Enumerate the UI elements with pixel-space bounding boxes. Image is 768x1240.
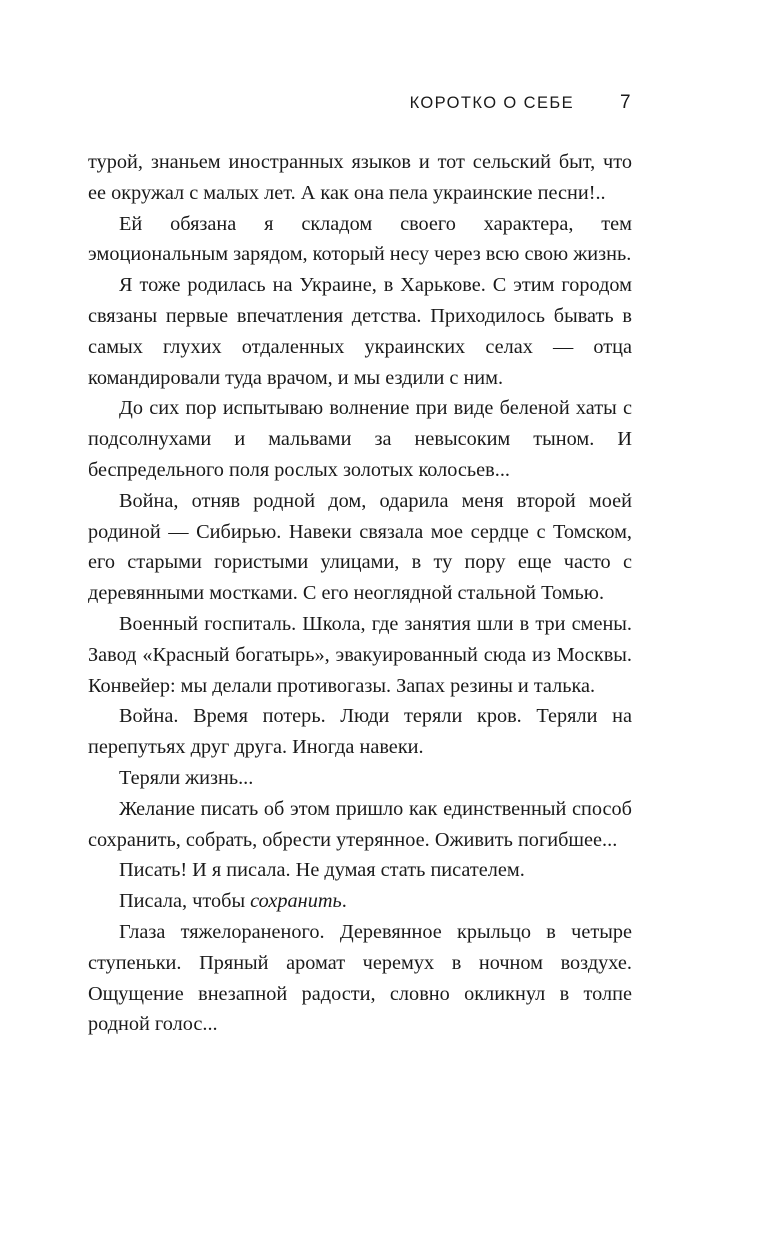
paragraph: До сих пор испытываю волнение при виде беленой хаты с подсолнухами и мальвами за невысоким тыном. И беспредельного поля рослых золотых колосьев... bbox=[88, 397, 632, 481]
paragraph: Писать! И я писала. Не думая стать писателем. bbox=[119, 859, 525, 882]
paragraph: Теряли жизнь... bbox=[119, 766, 254, 789]
emphasized-word: сохранить bbox=[250, 890, 342, 913]
page-header bbox=[0, 92, 768, 122]
paragraph-continuation: турой, знаньем иностранных языков и тот сельский быт, что ее окружал с малых лет. А как она пела украинские песни!.. bbox=[88, 151, 632, 204]
paragraph-tail: . bbox=[341, 890, 347, 913]
paragraph: Война. Время потерь. Люди теряли кров. Теряли на перепутьях друг друга. Иногда навеки. bbox=[88, 705, 632, 759]
page-number: 7 bbox=[620, 92, 631, 113]
paragraph-with-emphasis bbox=[88, 886, 632, 917]
paragraph: Военный госпиталь. Школа, где занятия шли в три смены. Завод «Красный богатырь», эвакуированный сюда из Москвы. Конвейер: мы делали противогазы. Запах резины и талька. bbox=[88, 612, 632, 697]
paragraph-lead: Писала, чтобы bbox=[119, 890, 251, 913]
body-text bbox=[88, 147, 632, 1040]
paragraph: Желание писать об этом пришло как единственный способ сохранить, собрать, обрести утерянное. Оживить погибшее... bbox=[88, 797, 632, 851]
paragraph: Глаза тяжелораненого. Деревянное крыльцо в четыре ступеньки. Пряный аромат черемух в ночном воздухе. Ощущение внезапной радости, словно окликнул в толпе родной голос... bbox=[88, 920, 632, 1036]
running-head: КОРОТКО О СЕБЕ bbox=[409, 94, 574, 112]
paragraph: Война, отняв родной дом, одарила меня второй моей родиной — Сибирью. Навеки связала мое сердце с Томском, его старыми гористыми улицами, в ту пору еще часто с деревянными мостками. С его неоглядной стальной Томью. bbox=[88, 489, 632, 605]
paragraph: Я тоже родилась на Украине, в Харькове. С этим городом связаны первые впечатления детства. Приходилось бывать в самых глухих отдаленных украинских селах — отца командировали туда врачом, и мы ездили с ним. bbox=[88, 274, 632, 389]
paragraph: Ей обязана я складом своего характера, тем эмоциональным зарядом, который несу через всю свою жизнь. bbox=[88, 212, 632, 266]
